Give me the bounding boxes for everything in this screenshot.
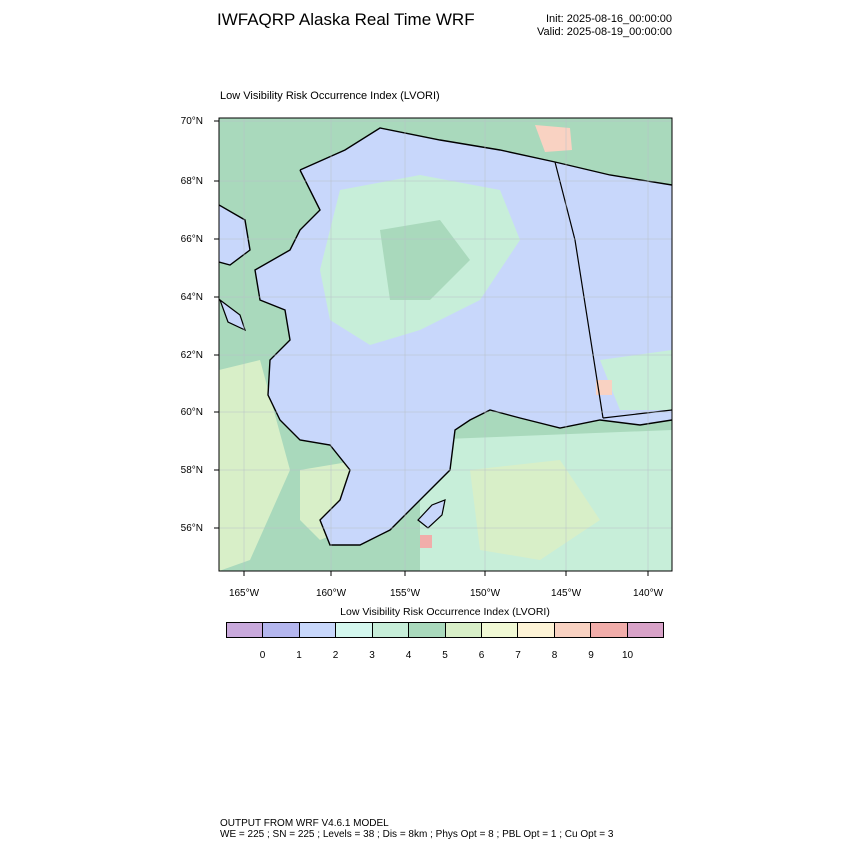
colorbar-swatch	[336, 623, 372, 637]
plot-title: IWFAQRP Alaska Real Time WRF	[217, 10, 475, 29]
colorbar-swatch	[482, 623, 518, 637]
lon-label: 165°W	[228, 588, 260, 599]
colorbar-label: 0	[259, 650, 266, 661]
lat-label: 58°N	[180, 465, 203, 476]
lat-label: 60°N	[180, 407, 203, 418]
init-time: Init: 2025-08-16_00:00:00	[546, 13, 672, 25]
colorbar-label: 2	[332, 650, 339, 661]
lat-label: 62°N	[180, 350, 203, 361]
colorbar-swatch	[409, 623, 445, 637]
colorbar-label: 6	[478, 650, 485, 661]
lon-labels	[229, 588, 664, 599]
lon-label: 140°W	[632, 588, 664, 599]
colorbar-label: 9	[588, 650, 594, 661]
lat-label: 70°N	[180, 116, 203, 127]
colorbar-swatch	[446, 623, 482, 637]
colorbar-swatch	[518, 623, 554, 637]
lon-label: 155°W	[389, 588, 421, 599]
colorbar-label: 3	[369, 650, 375, 661]
lat-ticks	[214, 121, 219, 528]
colorbar-swatch	[373, 623, 409, 637]
colorbar-swatch	[227, 623, 263, 637]
colorbar-swatch	[300, 623, 336, 637]
colorbar	[226, 622, 664, 638]
colorbar-label: 7	[515, 650, 521, 661]
colorbar-label: 5	[442, 650, 448, 661]
lat-label: 68°N	[180, 176, 203, 187]
colorbar-label: 1	[296, 650, 302, 661]
colorbar-label: 10	[621, 650, 634, 661]
colorbar-label: 4	[405, 650, 412, 661]
lat-label: 56°N	[180, 523, 203, 534]
lat-labels	[181, 116, 203, 534]
field-subtitle: Low Visibility Risk Occurrence Index (LVORI)	[220, 90, 440, 102]
lon-label: 145°W	[550, 588, 582, 599]
colorbar-swatch	[628, 623, 663, 637]
lat-label: 64°N	[180, 292, 203, 303]
colorbar-swatch	[555, 623, 591, 637]
colorbar-swatch	[263, 623, 299, 637]
footer-config: WE = 225 ; SN = 225 ; Levels = 38 ; Dis = 8km ; Phys Opt = 8 ; PBL Opt = 1 ; Cu Opt = 3	[220, 829, 614, 840]
lat-label: 66°N	[180, 234, 203, 245]
kodiak-peak	[420, 535, 432, 548]
colorbar-title: Low Visibility Risk Occurrence Index (LVORI)	[340, 606, 550, 618]
map-field	[219, 118, 672, 571]
footer-model: OUTPUT FROM WRF V4.6.1 MODEL	[220, 818, 389, 829]
lon-ticks	[244, 571, 648, 576]
lon-label: 150°W	[469, 588, 501, 599]
colorbar-label: 8	[551, 650, 558, 661]
valid-time: Valid: 2025-08-19_00:00:00	[537, 26, 672, 38]
lon-label: 160°W	[315, 588, 347, 599]
colorbar-swatch	[591, 623, 627, 637]
